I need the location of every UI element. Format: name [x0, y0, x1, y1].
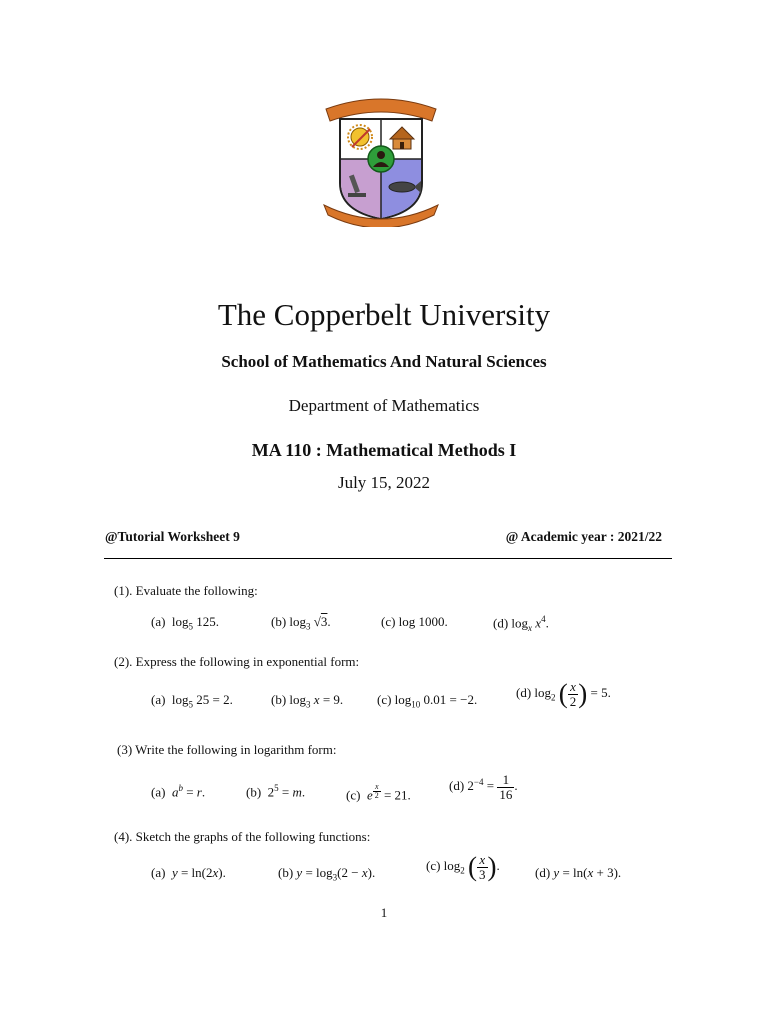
question-4-prompt: (4). Sketch the graphs of the following functions:: [114, 829, 371, 844]
question-3-prompt: (3) Write the following in logarithm form:: [117, 742, 337, 757]
question-4-item-a: (a) y = ln(2x).: [151, 865, 226, 880]
question-3-item-c: (c) e $^{\frac{x}{2}}$ = 21.: [346, 782, 411, 803]
question-2-prompt: (2). Express the following in exponential form:: [114, 654, 360, 669]
university-title: The Copperbelt University: [217, 297, 551, 332]
question-2-item-a: (a) $\log_5 25 = 2$.: [151, 692, 233, 710]
question-1-item-a: (a) $\log_5 125$.: [151, 614, 220, 632]
question-1-item-d: (d) $\log_x x^4$.: [493, 614, 549, 633]
worksheet-label: @Tutorial Worksheet 9: [105, 529, 240, 544]
question-2-item-d: (d) $\log_2$ ( $\frac{x}{2}$ ) = 5.: [516, 678, 611, 709]
page-number: 1: [380, 905, 388, 920]
question-1-prompt: (1). Evaluate the following:: [114, 583, 258, 598]
course-title: MA 110 : Mathematical Methods I: [251, 440, 517, 460]
question-2-item-c: (c) $\log_{10} 0.01 = -2$.: [377, 692, 478, 710]
document-date: July 15, 2022: [337, 473, 431, 492]
school-name: School of Mathematics And Natural Sciences: [221, 352, 547, 371]
question-1-item-b: (b) $\log_3 √3$.: [271, 614, 331, 632]
question-1-item-c: (c) log 1000.: [381, 614, 448, 629]
question-4-item-d: (d) y = ln(x + 3).: [535, 865, 622, 880]
academic-year-label: @ Academic year : 2021/22: [505, 529, 662, 544]
question-3-item-a: (a) $a^b = r$.: [151, 783, 206, 800]
department-name: Department of Mathematics: [288, 396, 480, 415]
question-4-item-c: (c) $\log_2$ ( $\frac{x}{3}$ ).: [426, 851, 500, 882]
university-crest-logo: [318, 95, 444, 227]
question-3-item-b: (b) $2^5 = m$.: [246, 783, 306, 800]
header-rule: [104, 558, 672, 559]
question-4-item-b: (b) $y = \log_3(2 - x)$.: [278, 865, 376, 883]
question-3-item-d: (d) $2^{-4}$ = $\frac{1}{16}$ .: [449, 772, 518, 802]
question-2-item-b: (b) $\log_3 x = 9$.: [271, 692, 344, 710]
